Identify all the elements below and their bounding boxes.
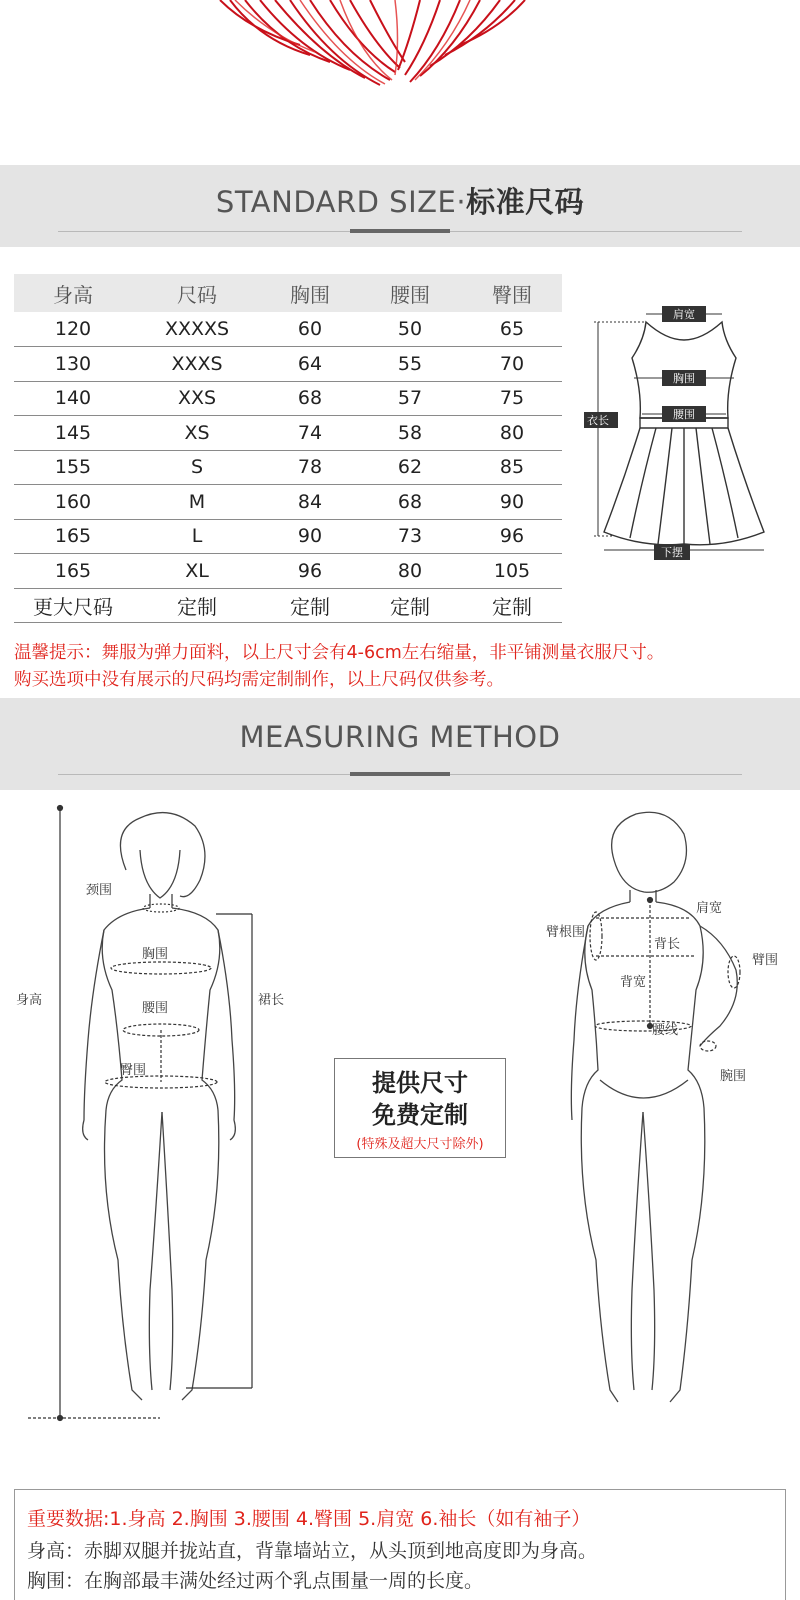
cell-hip: 85: [462, 450, 562, 485]
cell-chest: 60: [262, 312, 358, 347]
back-label-waistline: 腰线: [652, 1023, 679, 1038]
standard-size-title: STANDARD SIZE·标准尺码: [215, 185, 585, 219]
back-label-shoulder: 肩宽: [696, 901, 723, 916]
front-label-hip: 臀围: [120, 1063, 147, 1078]
cell-hip: 96: [462, 519, 562, 554]
cell-waist: 62: [358, 450, 462, 485]
column-header-size: 尺码: [132, 274, 262, 312]
cell-waist: 58: [358, 416, 462, 451]
key-measurements-box: [14, 1489, 786, 1600]
cell-hip: 定制: [462, 588, 562, 623]
cell-height: 更大尺码: [14, 588, 132, 623]
table-row: [14, 519, 562, 554]
back-label-arm: 臂围: [752, 953, 779, 968]
column-header-waist: 腰围: [358, 274, 462, 312]
cell-chest: 68: [262, 381, 358, 416]
table-row-custom: [14, 588, 562, 623]
cell-chest: 90: [262, 519, 358, 554]
key-measurements-headline: 重要数据:1.身高 2.胸围 3.腰围 4.臀围 5.肩宽 6.袖长（如有袖子）: [27, 1508, 591, 1530]
cell-size: XL: [132, 554, 262, 589]
cell-hip: 90: [462, 485, 562, 520]
front-label-chest: 胸围: [142, 947, 169, 962]
table-row: [14, 381, 562, 416]
cell-hip: 80: [462, 416, 562, 451]
cell-hip: 70: [462, 347, 562, 382]
cell-hip: 105: [462, 554, 562, 589]
front-label-neck: 颈围: [86, 883, 113, 898]
cell-waist: 73: [358, 519, 462, 554]
column-header-height: 身高: [14, 274, 132, 312]
height-instruction: 身高：赤脚双腿并拢站直，背靠墙站立，从头顶到地高度即为身高。: [27, 1540, 598, 1562]
cell-height: 160: [14, 485, 132, 520]
front-label-height: 身高: [16, 993, 43, 1008]
table-row: [14, 485, 562, 520]
product-photo-feather-hem: [0, 0, 800, 165]
table-header-row: [14, 274, 562, 312]
back-label-back-length: 背长: [654, 937, 681, 952]
cell-hip: 75: [462, 381, 562, 416]
cell-height: 165: [14, 554, 132, 589]
cell-size: M: [132, 485, 262, 520]
cell-size: XS: [132, 416, 262, 451]
cell-height: 140: [14, 381, 132, 416]
badge-line-1: 提供尺寸: [372, 1069, 468, 1097]
front-body-figure: [83, 813, 236, 1400]
cell-size: 定制: [132, 588, 262, 623]
badge-line-2: 免费定制: [372, 1101, 468, 1129]
note-line-1: 温馨提示：舞服为弹力面料，以上尺寸会有4-6cm左右缩量，非平铺测量衣服尺寸。: [14, 643, 665, 663]
size-table: [14, 274, 562, 623]
cell-waist: 57: [358, 381, 462, 416]
cell-size: S: [132, 450, 262, 485]
back-label-armhole: 臂根围: [546, 925, 586, 940]
dress-label-hem: 下摆: [661, 546, 683, 559]
cell-height: 130: [14, 347, 132, 382]
cell-hip: 65: [462, 312, 562, 347]
cell-chest: 64: [262, 347, 358, 382]
cell-height: 155: [14, 450, 132, 485]
dress-label-length: 衣长: [587, 414, 609, 427]
cell-chest: 定制: [262, 588, 358, 623]
size-notes: [14, 640, 794, 694]
table-row: [14, 312, 562, 347]
cell-waist: 定制: [358, 588, 462, 623]
cell-height: 120: [14, 312, 132, 347]
cell-chest: 84: [262, 485, 358, 520]
dress-label-waist: 腰围: [673, 408, 695, 421]
back-label-wrist: 腕围: [720, 1069, 747, 1084]
cell-height: 145: [14, 416, 132, 451]
table-row: [14, 347, 562, 382]
cell-size: L: [132, 519, 262, 554]
column-header-chest: 胸围: [262, 274, 358, 312]
note-line-2: 购买选项中没有展示的尺码均需定制制作，以上尺码仅供参考。: [14, 670, 504, 690]
cell-size: XXXS: [132, 347, 262, 382]
table-row: [14, 450, 562, 485]
table-row: [14, 554, 562, 589]
cell-height: 165: [14, 519, 132, 554]
dress-diagram: [584, 300, 784, 580]
cell-chest: 74: [262, 416, 358, 451]
badge-line-3: (特殊及超大尺寸除外): [356, 1137, 484, 1152]
cell-waist: 68: [358, 485, 462, 520]
cell-size: XXXXS: [132, 312, 262, 347]
front-label-skirt: 裙长: [258, 993, 285, 1008]
back-label-back-width: 背宽: [620, 975, 647, 990]
cell-chest: 78: [262, 450, 358, 485]
cell-size: XXS: [132, 381, 262, 416]
column-header-hip: 臀围: [462, 274, 562, 312]
measuring-method-title: MEASURING METHOD: [239, 720, 561, 754]
chest-instruction: 胸围：在胸部最丰满处经过两个乳点围量一周的长度。: [27, 1570, 484, 1592]
front-label-waist: 腰围: [142, 1001, 169, 1016]
table-row: [14, 416, 562, 451]
cell-waist: 50: [358, 312, 462, 347]
cell-chest: 96: [262, 554, 358, 589]
cell-waist: 80: [358, 554, 462, 589]
custom-size-badge: [334, 1058, 506, 1158]
dress-label-shoulder: 肩宽: [673, 308, 695, 321]
cell-waist: 55: [358, 347, 462, 382]
dress-label-chest: 胸围: [673, 372, 695, 385]
